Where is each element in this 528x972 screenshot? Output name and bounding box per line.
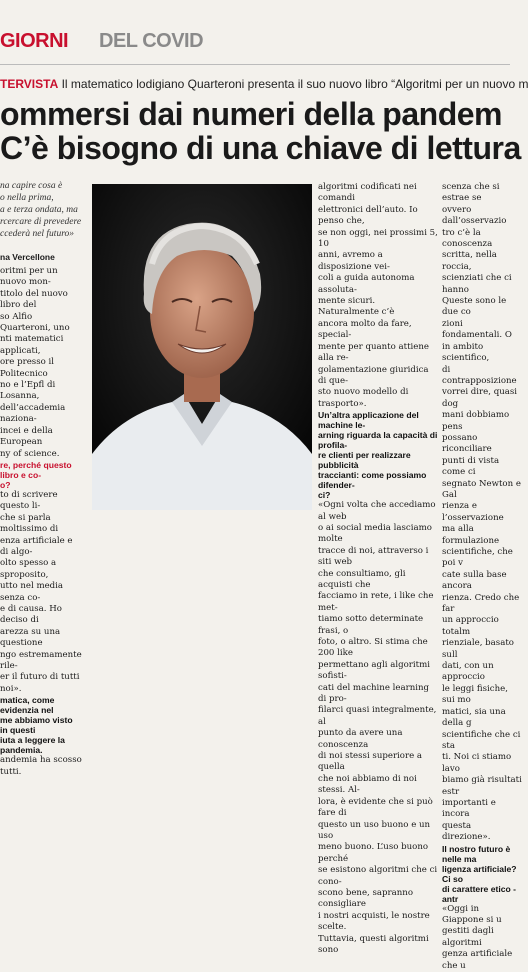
lead-line: na capire cosa è bbox=[0, 181, 63, 191]
text-line: foto, o altro. Si stima che 200 like bbox=[318, 637, 428, 659]
text-line: che si parla moltissimo di bbox=[0, 512, 59, 535]
text-line: questa direzione». bbox=[442, 820, 491, 843]
kicker-text: Il matematico lodigiano Quarteroni presenta il suo nuovo libro “Algoritmi per un nuovo m bbox=[61, 77, 528, 91]
article-column-2 bbox=[318, 182, 438, 956]
text-line: enza artificiale e di algo- bbox=[0, 535, 73, 557]
text-line: arezza su una questione bbox=[0, 626, 61, 649]
text-line: elettronici dell’auto. Io penso che, bbox=[318, 204, 418, 227]
text-line: ma alla formulazione bbox=[442, 524, 500, 546]
text-line: andemia ha scosso tutti. bbox=[0, 755, 82, 777]
text-line: possano riconciliare bbox=[442, 432, 492, 455]
text-line: incei e della European bbox=[0, 425, 53, 448]
byline: na Vercellone bbox=[0, 252, 55, 262]
text-line: mente sicuri. Naturalmente c’è bbox=[318, 296, 395, 318]
question-line: traccianti: come possiamo difender- bbox=[318, 470, 427, 491]
lead-line: o nella prima, bbox=[0, 193, 54, 203]
article-column-1 bbox=[0, 266, 82, 778]
text-line: biamo già risultati estr bbox=[442, 775, 522, 797]
text-line: matici, sia una della g bbox=[442, 706, 506, 729]
text-line: se non oggi, nei prossimi 5, 10 bbox=[318, 227, 438, 250]
text-line: un approccio totalm bbox=[442, 615, 499, 637]
text-line: utto nel media senza co- bbox=[0, 581, 64, 603]
text-line: in ambito scientifico, bbox=[442, 341, 490, 364]
text-line: to di scrivere questo li- bbox=[0, 489, 58, 512]
text-line: Tuttavia, questi algoritmi sono bbox=[318, 933, 429, 955]
question-line: ci? bbox=[318, 490, 331, 501]
text-line: sto nuovo modello di trasporto». bbox=[318, 387, 409, 409]
text-line: ovvero dall’osservazio bbox=[442, 204, 507, 227]
text-line: rienza e l’osservazione bbox=[442, 501, 504, 523]
text-line: le leggi fisiche, sui mo bbox=[442, 683, 508, 706]
text-line: che consultiamo, gli acquisti che bbox=[318, 568, 406, 590]
text-line: se esistono algoritmi che ci cono- bbox=[318, 865, 438, 887]
question-line: me abbiamo visto in questi bbox=[0, 715, 73, 736]
text-line: ngo estremamente rile- bbox=[0, 649, 82, 671]
text-line: cate sulla base ancora bbox=[442, 569, 507, 592]
text-line: meno buono. L’uso buono perché bbox=[318, 842, 429, 864]
text-line: scenza che si estrae se bbox=[442, 182, 500, 204]
section-rubric bbox=[0, 30, 510, 54]
text-line: di noi stessi superiore a quella bbox=[318, 751, 423, 773]
kicker-label: TERVISTA bbox=[0, 77, 59, 91]
text-line: scientifiche che ci sta bbox=[442, 729, 521, 751]
text-line: so Alfio Quarteroni, uno bbox=[0, 311, 70, 334]
text-line: no e l’Epfl di Losanna, bbox=[0, 380, 56, 402]
portrait-illustration bbox=[92, 184, 312, 510]
question-line: matica, come evidenzia nel bbox=[0, 695, 55, 716]
text-line: di contrapposizione bbox=[442, 364, 517, 386]
text-line: ny of science. bbox=[0, 448, 60, 459]
text-line: algoritmi codificati nei comandi bbox=[318, 182, 417, 204]
text-line: rienziale, basato sull bbox=[442, 638, 514, 660]
text-line: scritta, nella roccia, bbox=[442, 250, 497, 272]
question-line: Un’altra applicazione del machine le- bbox=[318, 410, 419, 431]
question-line: o? bbox=[0, 479, 11, 490]
text-line: ancora molto da fare, special- bbox=[318, 318, 412, 341]
text-line: ti. Noi ci stiamo lavo bbox=[442, 752, 512, 774]
text-line: scono bene, sapranno consigliare bbox=[318, 887, 414, 910]
text-line: filarci quasi integralmente, al bbox=[318, 705, 437, 727]
kicker bbox=[0, 77, 528, 91]
text-line: dell’accademia naziona- bbox=[0, 402, 66, 425]
text-line: «Oggi in Giappone si u bbox=[442, 903, 502, 925]
text-line: lora, è evidente che si può fare di bbox=[318, 796, 433, 819]
text-line: permettano agli algoritmi sofisti- bbox=[318, 659, 431, 682]
lead-line: ccederà nel futuro» bbox=[0, 229, 75, 239]
question-line: arning riguarda la capacità di profila- bbox=[318, 430, 438, 451]
text-line: titolo del nuovo libro del bbox=[0, 288, 68, 311]
rubric-left: GIORNI bbox=[0, 30, 69, 52]
text-line: gestiti dagli algoritmi bbox=[442, 926, 494, 948]
text-line: vorrei dire, quasi dog bbox=[442, 387, 518, 409]
rubric-right: DEL COVID bbox=[99, 30, 204, 52]
text-line: che noi abbiamo di noi stessi. Al- bbox=[318, 773, 417, 796]
text-line: dati, con un approccio bbox=[442, 661, 494, 683]
lead-paragraph bbox=[0, 180, 82, 240]
text-line: genza artificiale che u bbox=[442, 949, 513, 971]
text-line: er il futuro di tutti noi». bbox=[0, 672, 80, 694]
text-line: nti matematici applicati, bbox=[0, 334, 64, 356]
lead-line: a e terza ondata, ma bbox=[0, 205, 78, 215]
text-line: punti di vista come ci bbox=[442, 455, 500, 478]
text-line: segnato Newton e Gal bbox=[442, 478, 521, 500]
text-line: cati del machine learning di pro- bbox=[318, 682, 430, 705]
question-line: re, perché questo libro e co- bbox=[0, 459, 72, 480]
text-line: Queste sono le due co bbox=[442, 296, 507, 318]
text-line: «Ogni volta che accediamo al web bbox=[318, 500, 436, 522]
headline-line-2: C’è bisogno di una chiave di lettura bbox=[0, 130, 521, 166]
text-line: scienziati che ci hanno bbox=[442, 273, 512, 295]
text-line: anni, avremo a disposizione vei- bbox=[318, 250, 390, 272]
text-line: mente per quanto attiene alla re- bbox=[318, 341, 430, 364]
text-line: mani dobbiamo pens bbox=[442, 410, 510, 432]
portrait-photo bbox=[92, 184, 312, 510]
text-line: scientifiche, che poi v bbox=[442, 547, 513, 569]
text-line: facciamo in rete, i like che met- bbox=[318, 591, 434, 613]
text-line: tro c’è la conoscenza bbox=[442, 227, 493, 250]
text-line: oritmi per un nuovo mon- bbox=[0, 266, 58, 288]
question-line: iuta a leggere la pandemia. bbox=[0, 735, 65, 756]
question-line: re clienti per realizzare pubblicità bbox=[318, 450, 411, 471]
text-line: rienza. Credo che far bbox=[442, 592, 520, 615]
lead-line: rcercare di prevedere bbox=[0, 217, 82, 227]
text-line: olto spesso a sproposito, bbox=[0, 558, 57, 580]
article-column-3 bbox=[442, 182, 522, 972]
text-line: i nostri acquisti, le nostre scelte. bbox=[318, 910, 430, 933]
text-line: e di causa. Ho deciso di bbox=[0, 603, 62, 626]
text-line: ore presso il Politecnico bbox=[0, 357, 55, 379]
text-line: o ai social media lasciamo molte bbox=[318, 522, 432, 545]
text-line: importanti e incora bbox=[442, 797, 496, 820]
text-line: questo un uso buono e un uso bbox=[318, 819, 431, 841]
text-line: coli a guida autonoma assoluta- bbox=[318, 273, 415, 295]
question-line: ligenza artificiale? Ci so bbox=[442, 863, 517, 884]
text-line: zioni fondamentali. O bbox=[442, 318, 512, 341]
headline-line-1: ommersi dai numeri della pandem bbox=[0, 96, 502, 132]
text-line: tracce di noi, attraverso i siti web bbox=[318, 545, 429, 568]
question-line: Il nostro futuro è nelle ma bbox=[442, 843, 511, 864]
text-line: golamentazione giuridica di que- bbox=[318, 364, 429, 386]
divider bbox=[0, 64, 510, 65]
text-line: tiamo sotto determinate frasi, o bbox=[318, 614, 424, 636]
question-line: di carattere etico - antr bbox=[442, 883, 517, 904]
text-line: punto da avere una conoscenza bbox=[318, 728, 403, 750]
